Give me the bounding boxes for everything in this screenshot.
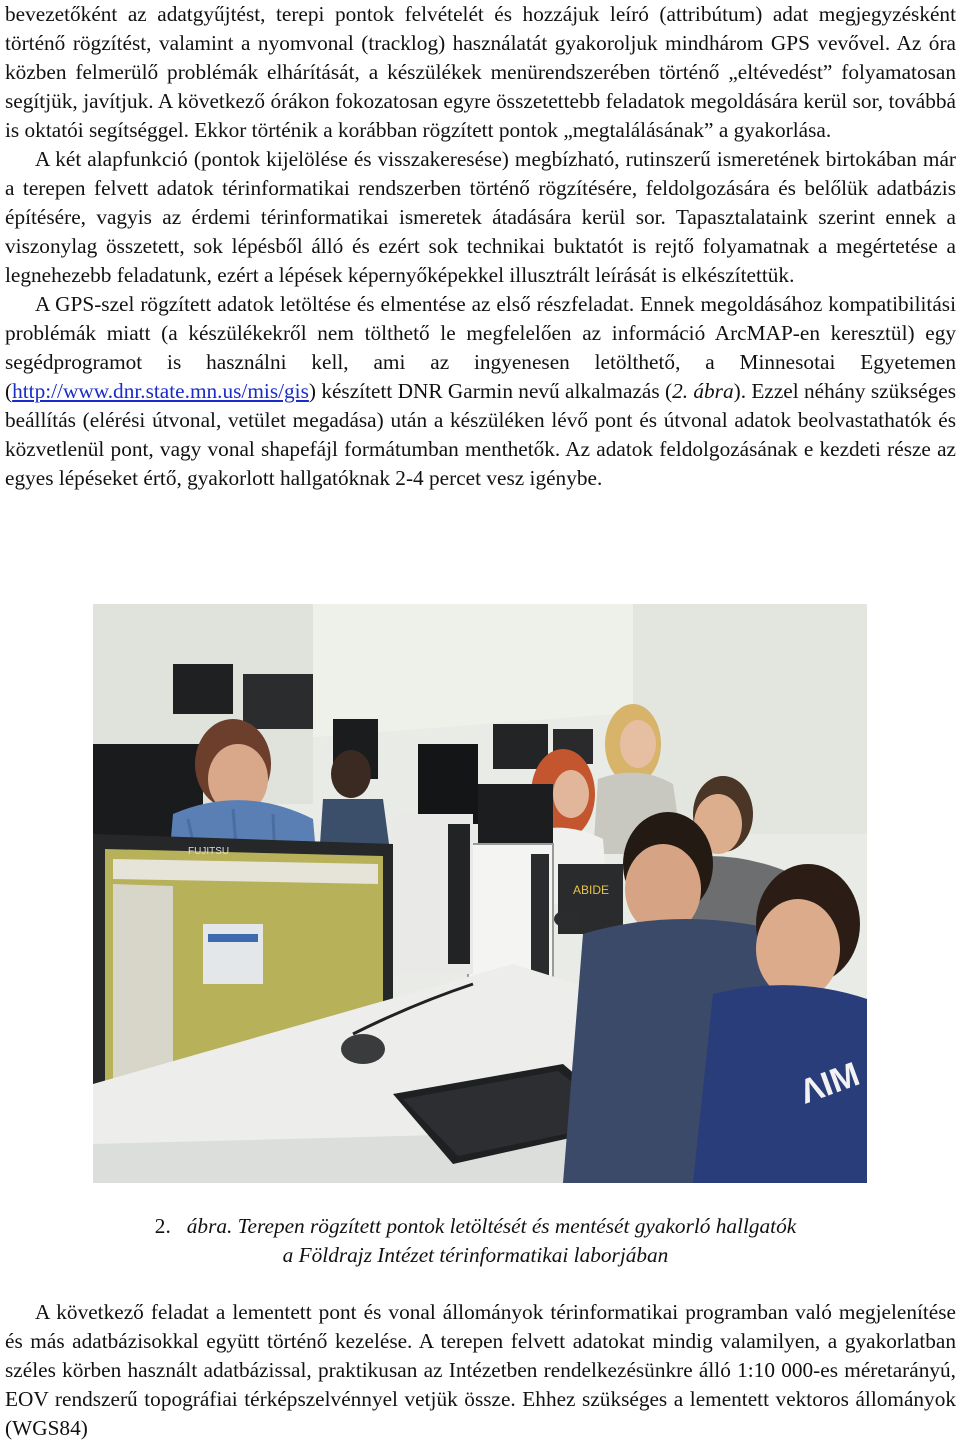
dnr-link[interactable]: http://www.dnr.state.mn.us/mis/gis <box>12 379 309 403</box>
paragraph-intro: bevezetőként az adatgyűjtést, terepi pontok felvételét és hozzájuk leíró (attribútum) adat megjegyzésként történő rögzítést, valamint a nyomvonal (tracklog) használatát gyakoroljuk mindhárom GPS vevővel. Az óra közben felmerülő problémák elhárítását, a készülékek menürendszerében történő „eltévedést” folyamatosan segítjük, javítjuk. A következő órákon fokozatosan egyre összetettebb feladatok megoldására kerül sor, továbbá is oktatói segítséggel. Ekkor történik a korábban rögzített pontok „megtalálásának” a gyakorlása. <box>5 2 956 142</box>
figure-number: 2. <box>154 1214 171 1238</box>
paragraph-download-text-1: A GPS-szel rögzített adatok letöltése és elmentése az első részfeladat. Ennek megoldásához kompatibilitási problémák miatt (a készülékekről nem tölthető le megfelelően az információ ArcMAP-en keresztül) egy segédprogramot is használni kell, ami az ingyenesen letölthető, a Minnesotai Egyetemen ( <box>5 292 956 403</box>
figure-caption <box>0 1212 951 1270</box>
figure-caption-line-1 <box>0 1212 951 1241</box>
figure-reference: 2. ábra <box>672 379 734 403</box>
monitor-brand-label: FUJITSU <box>188 846 230 857</box>
caption-text-1: Terepen rögzített pontok letöltését és mentését gyakorló hallgatók <box>237 1214 797 1238</box>
paragraph-next-task: A következő feladat a lementett pont és vonal állományok térinformatikai programban való megjelenítése és más adatbázisokkal együtt történő kezelése. A terepen felvett adatokat mindig valamilyen, a gyakorlatban széles körben használt adatbázissal, praktikusan az Intézetben rendelkezésünkre álló 1:10 000-es méretarányú, EOV rendszerű topográfiai térképszelvénnyel vetjük össze. Ehhez szükséges a lementett vektoros állományok (WGS84) <box>5 1300 956 1440</box>
lab-photo <box>93 604 867 1183</box>
caption-text-2: a Földrajz Intézet térinformatikai laborjában <box>282 1243 669 1267</box>
paragraph-functions: A két alapfunkció (pontok kijelölése és visszakeresése) megbízható, rutinszerű ismeretének birtokában már a terepen felvett adatok térinformatikai rendszerben történő rögzítésére, feldolgozására és belőlük adatbázis építésére, vagyis az érdemi térinformatikai ismeretek átadására kerül sor. Tapasztalataink szerint ennek a viszonylag összetett, sok lépésből álló és ezért sok technikai buktatót is rejtő folyamatnak a megértetése a legnehezebb feladatunk, ezért a lépések képernyőképekkel illusztrált leírását is elkészítettük. <box>5 147 956 287</box>
pc-sticker-label: ABIDE <box>572 883 610 897</box>
figure-label: ábra. <box>186 1214 233 1238</box>
svg-text:ΛIM: ΛIM <box>794 1055 865 1112</box>
paragraph-download-text-2: ) készített DNR Garmin nevű alkalmazás ( <box>308 379 673 403</box>
document-page <box>5 0 956 493</box>
paragraph-download <box>5 290 956 493</box>
paragraph-download-text-3: ). Ezzel néhány szükséges beállítás (elérési útvonal, vetület megadása) után a készüléken lévő pont és útvonal adatok beolvastathatók és közvetlenül pont, vagy vonal shapefájl formátumban menthetők. Az adatok feldolgozásának e kezdeti része az egyes lépéseket értő, gyakorlott hallgatóknak 2-4 percet vesz igénybe. <box>5 379 957 490</box>
document-page-continued <box>5 1298 956 1443</box>
